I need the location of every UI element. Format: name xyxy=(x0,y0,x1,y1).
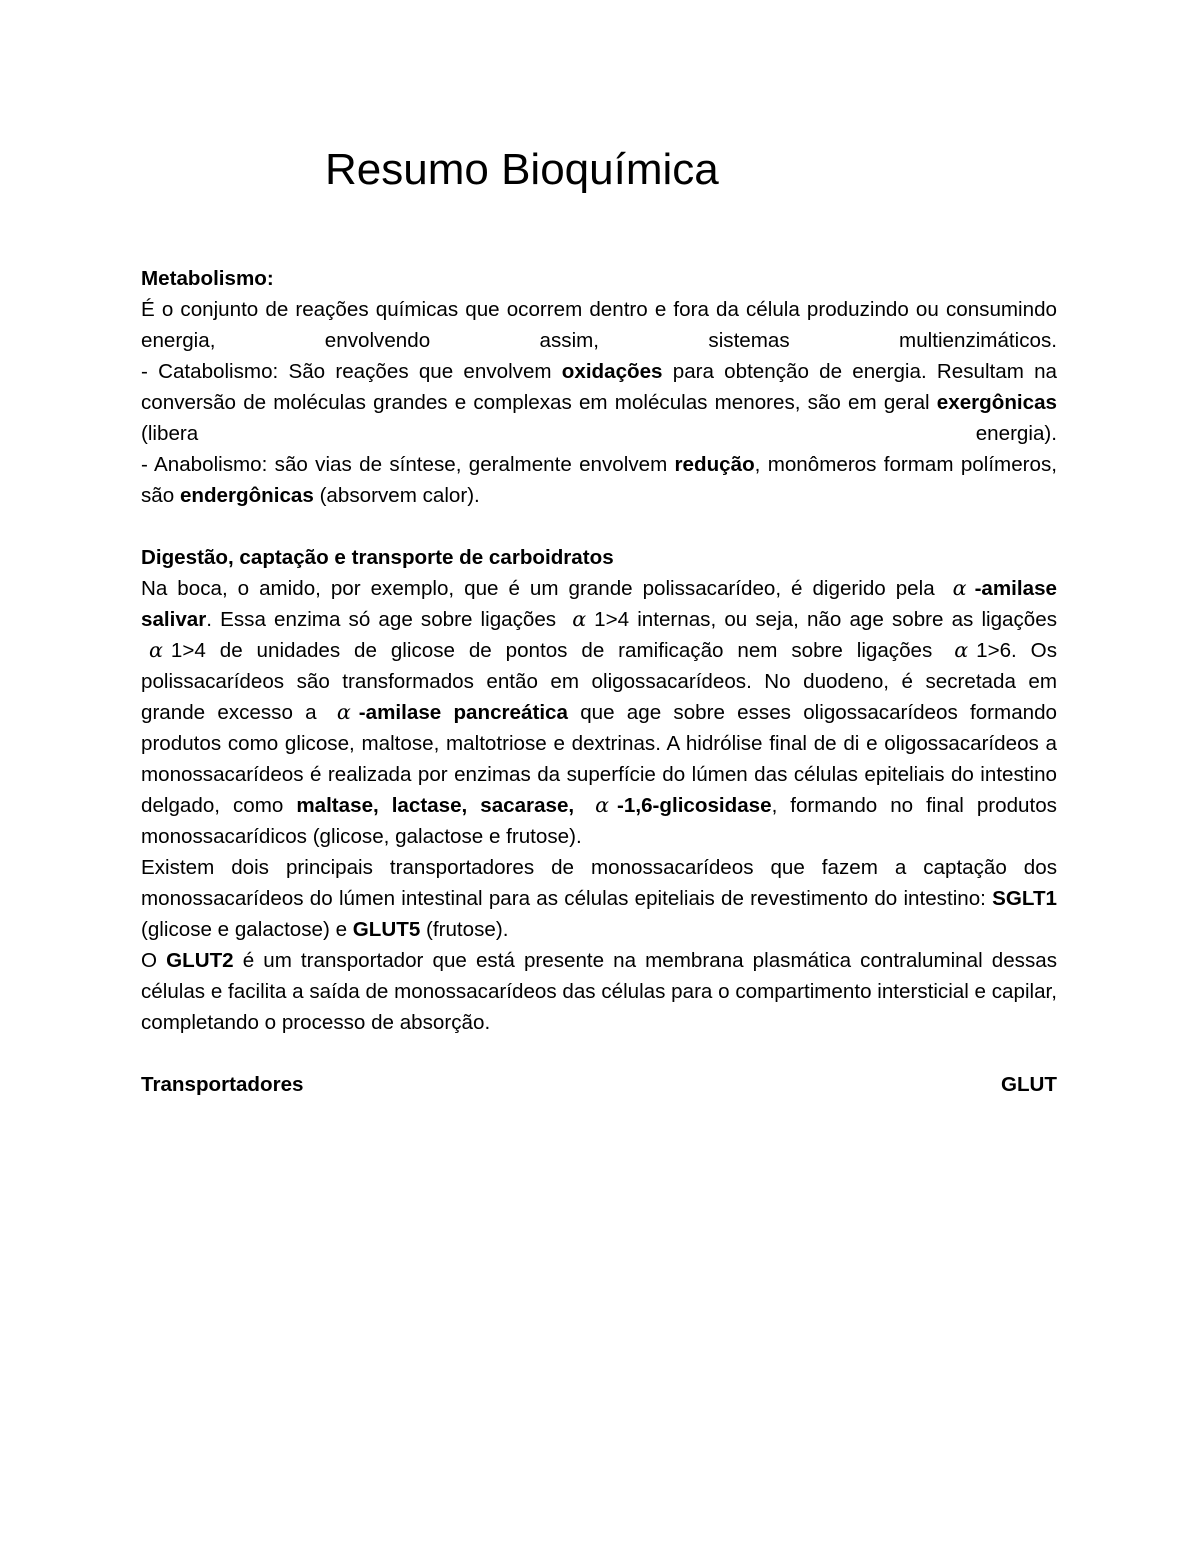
alpha-symbol: α xyxy=(149,638,163,662)
digestao-heading: Digestão, captação e transporte de carboidratos xyxy=(141,546,614,569)
transportadores-glut-heading xyxy=(141,1069,1057,1100)
catabolismo-paragraph: - Catabolismo: São reações que envolvem oxidações para obtenção de energia. Resultam na conversão de moléculas grandes e complexas em moléculas menores, são em geral exergônicas (libera energia). xyxy=(141,360,1058,445)
alpha-symbol: α xyxy=(595,793,610,817)
spacer xyxy=(141,1038,1057,1069)
document-body xyxy=(141,263,1057,1100)
transportadores-paragraph: Existem dois principais transportadores de monossacarídeos que fazem a captação dos monossacarídeos do lúmen intestinal para as células epiteliais de revestimento do intestino: SGLT1 (glicose e galactose) e GLUT5 (frutose). xyxy=(141,856,1057,941)
alpha-symbol: α xyxy=(336,700,351,724)
digestao-paragraph: Na boca, o amido, por exemplo, que é um grande polissacarídeo, é digerido pela α -amilase salivar. Essa enzima só age sobre ligações α 1>4 internas, ou seja, não age sobre as ligações α 1>4 de unidades de glicose de pontos de ramificação nem sobre ligações α 1>6. Os polissacarídeos são transformados então em oligossacarídeos. No duodeno, é secretada em grande excesso a α -amilase pancreática que age sobre esses oligossacarídeos formando produtos como glicose, maltose, maltotriose e dextrinas. A hidrólise final de di e oligossacarídeos a monossacarídeos é realizada por enzimas da superfície do lúmen das células epiteliais do intestino delgado, como maltase, lactase, sacarase, α -1,6-glicosidase, formando no final produtos monossacarídicos (glicose, galactose e frutose). xyxy=(141,576,1058,848)
alpha-symbol: α xyxy=(572,607,587,631)
metabolismo-intro: É o conjunto de reações químicas que ocorrem dentro e fora da célula produzindo ou consumindo energia, envolvendo assim, sistemas multienzimáticos. xyxy=(141,298,1057,352)
anabolismo-paragraph: - Anabolismo: são vias de síntese, geralmente envolvem redução, monômeros formam polímeros, são endergônicas (absorvem calor). xyxy=(141,453,1057,507)
alpha-symbol: α xyxy=(952,576,967,600)
metabolismo-heading: Metabolismo: xyxy=(141,267,274,290)
spacer xyxy=(141,511,1057,542)
transportadores-label: Transportadores xyxy=(141,1073,304,1096)
glut2-paragraph: O GLUT2 é um transportador que está presente na membrana plasmática contraluminal dessas células e facilita a saída de monossacarídeos das células para o compartimento intersticial e capilar, completando o processo de absorção. xyxy=(141,949,1057,1034)
glut-label: GLUT xyxy=(1000,1073,1057,1096)
alpha-symbol: α xyxy=(954,638,969,662)
page-title: Resumo Bioquímica xyxy=(325,145,719,194)
